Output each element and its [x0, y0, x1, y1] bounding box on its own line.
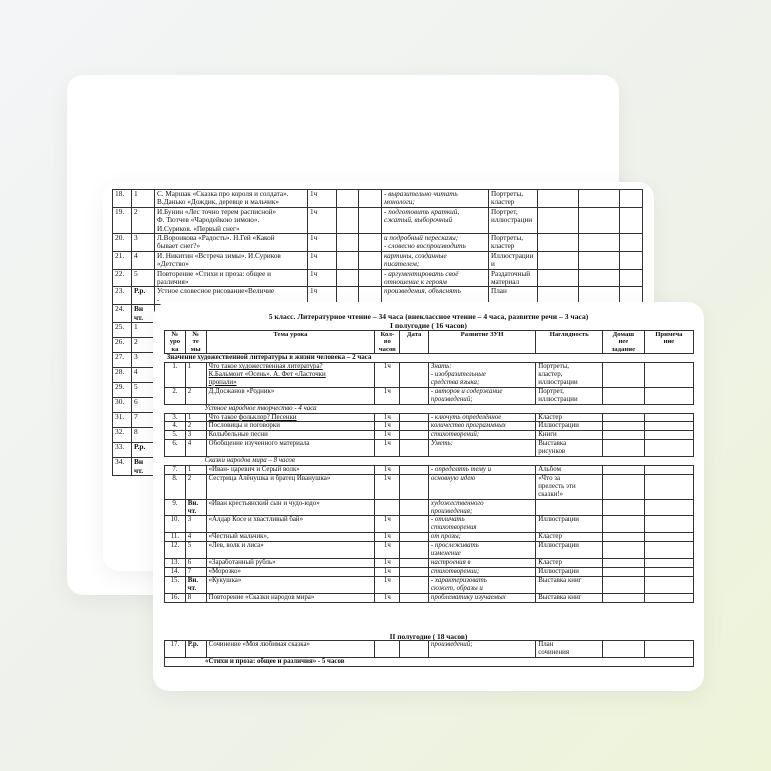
- table-row: [165, 413, 694, 422]
- lesson-date-2: [359, 207, 382, 233]
- lesson-topic: «Морозко»: [206, 567, 375, 576]
- lesson-plan-table-semester-2: [164, 640, 694, 667]
- skills-text: Уметь:: [428, 440, 535, 457]
- notes: [644, 567, 693, 576]
- notes: [579, 207, 620, 233]
- skills-text: - определять тему и: [428, 466, 535, 475]
- table-row: [165, 558, 694, 567]
- lesson-date: [400, 641, 428, 658]
- lesson-number: 13.: [165, 558, 186, 567]
- table-row: [113, 207, 643, 233]
- lesson-hours: 1ч: [375, 413, 400, 422]
- lesson-date: [337, 207, 359, 233]
- notes: [644, 440, 693, 457]
- lesson-plan-table: [164, 330, 694, 603]
- table-row: [165, 641, 694, 658]
- notes: [644, 431, 693, 440]
- lesson-date: [400, 558, 428, 567]
- topic-number: Р.р.: [132, 287, 155, 305]
- topic-number: 7: [185, 567, 206, 576]
- lesson-number: 28.: [113, 368, 132, 383]
- col-header-lesson-topic: Тема урока: [206, 331, 375, 354]
- visual-aids: Выставка книг: [536, 593, 603, 602]
- lesson-date-2: [359, 251, 382, 269]
- skills-text: - подготовить краткий, сжатый, выборочный: [382, 207, 489, 233]
- topic-number: 2: [185, 474, 206, 499]
- lesson-hours: 1ч: [308, 234, 337, 252]
- lesson-topic: «Честный мальчик»,: [206, 533, 375, 542]
- topic-number: 5: [185, 542, 206, 559]
- visual-aids: Портрет, иллюстрации: [489, 207, 538, 233]
- col-header-skills: Развитие ЗУН: [428, 331, 535, 354]
- lesson-date-2: [359, 269, 382, 287]
- lesson-number: 18.: [113, 190, 132, 208]
- notes: [644, 576, 693, 593]
- skills-text: - аргументировать своё отношение к героям: [382, 269, 489, 287]
- lesson-hours: 1ч: [308, 269, 337, 287]
- notes: [579, 190, 620, 208]
- lesson-date: [337, 251, 359, 269]
- homework: [538, 190, 579, 208]
- document-page-front: [153, 302, 704, 691]
- lesson-hours: [375, 641, 400, 658]
- col-header-hours: Кол- во часов: [375, 331, 400, 354]
- skills-text: - ключуть определённое: [428, 413, 535, 422]
- lesson-date: [400, 499, 428, 516]
- homework: [603, 474, 645, 499]
- visual-aids: План сочинения: [536, 641, 603, 658]
- topic-number: 4: [185, 533, 206, 542]
- lesson-number: 30.: [113, 398, 132, 413]
- visual-aids: Кластер: [536, 533, 603, 542]
- lesson-date: [400, 516, 428, 533]
- topic-number: 2: [132, 338, 155, 353]
- lesson-date: [400, 533, 428, 542]
- visual-aids: Выставка рисунков: [536, 440, 603, 457]
- document-title: 5 класс. Литературное чтение – 34 часа (внеклассное чтение – 4 часа, развитие речи – 3 часа): [268, 312, 589, 321]
- lesson-date: [400, 431, 428, 440]
- lesson-hours: 1ч: [375, 466, 400, 475]
- lesson-hours: 1ч: [375, 431, 400, 440]
- lesson-hours: 1ч: [308, 251, 337, 269]
- lesson-number: 14.: [165, 567, 186, 576]
- topic-number: 3: [185, 431, 206, 440]
- skills-text: количество программных: [428, 422, 535, 431]
- skills-text: - характеризовать сюжет, образы и: [428, 576, 535, 593]
- notes: [644, 516, 693, 533]
- table-row: [165, 576, 694, 593]
- col-header-visual-aids: Наглядность: [536, 331, 603, 354]
- lesson-hours: 1ч: [375, 440, 400, 457]
- homework: [538, 207, 579, 233]
- lesson-number: 19.: [113, 207, 132, 233]
- extra: [620, 207, 643, 233]
- lesson-hours: 1ч: [375, 576, 400, 593]
- lesson-number: 10.: [165, 516, 186, 533]
- topic-number: 1: [185, 363, 206, 388]
- extra: [620, 190, 643, 208]
- lesson-date: [400, 440, 428, 457]
- homework: [603, 466, 645, 475]
- table-header-row: [165, 331, 694, 354]
- visual-aids: Иллюстрации и: [489, 251, 538, 269]
- table-row: [113, 269, 643, 287]
- table-row: [165, 542, 694, 559]
- lesson-hours: [375, 499, 400, 516]
- col-header-topic-number: № те мы: [185, 331, 206, 354]
- visual-aids: Выставка книг: [536, 576, 603, 593]
- lesson-date: [400, 466, 428, 475]
- homework: [538, 269, 579, 287]
- table-row: [165, 533, 694, 542]
- visual-aids: Портреты, кластер: [489, 190, 538, 208]
- lesson-hours: 1ч: [308, 190, 337, 208]
- col-header-date: Дата: [400, 331, 428, 354]
- extra: [620, 251, 643, 269]
- notes: [644, 474, 693, 499]
- skills-text: художественного произведения;: [428, 499, 535, 516]
- lesson-number: 15.: [165, 576, 186, 593]
- lesson-number: 25.: [113, 323, 132, 338]
- notes: [644, 363, 693, 388]
- lesson-date-2: [359, 190, 382, 208]
- lesson-date: [400, 474, 428, 499]
- visual-aids: Альбом: [536, 466, 603, 475]
- lesson-number: 9.: [165, 499, 186, 516]
- lesson-hours: 1ч: [375, 474, 400, 499]
- table-row: [165, 516, 694, 533]
- lesson-topic: Сестрица Алёнушка и братец Иванушка»: [206, 474, 375, 499]
- extra: [620, 234, 643, 252]
- lesson-number: 4.: [165, 422, 186, 431]
- lesson-topic: Повторение «Сказки народов мира»: [206, 593, 375, 602]
- homework: [603, 567, 645, 576]
- lesson-topic: И. Никитин «Встреча зимы». И.Суриков «Детство»: [155, 251, 308, 269]
- lesson-date: [400, 593, 428, 602]
- table-row: [165, 474, 694, 499]
- notes: [644, 533, 693, 542]
- homework: [603, 533, 645, 542]
- topic-number: 8: [185, 593, 206, 602]
- lesson-topic: Д.Досжанов «Родник»: [206, 387, 375, 404]
- lesson-hours: 1ч: [375, 542, 400, 559]
- skills-text: - прослеживать изменение: [428, 542, 535, 559]
- lesson-number: 5.: [165, 431, 186, 440]
- topic-number: 2: [185, 422, 206, 431]
- lesson-date: [400, 363, 428, 388]
- homework: [603, 363, 645, 388]
- semester-2-heading: II полугодие ( 18 часов): [389, 632, 468, 641]
- topic-number: 1: [132, 190, 155, 208]
- notes: [644, 422, 693, 431]
- lesson-topic: Колыбельные песни: [206, 431, 375, 440]
- section-row: [165, 457, 694, 466]
- homework: [603, 422, 645, 431]
- notes: [644, 466, 693, 475]
- skills-text: произведения, объяснять: [382, 287, 489, 305]
- lesson-date: [400, 542, 428, 559]
- table-row: [165, 499, 694, 516]
- table-row: [165, 363, 694, 388]
- skills-text: от прозы;: [428, 533, 535, 542]
- table-row: [165, 440, 694, 457]
- skills-text: - авторов и содержание произведений;: [428, 387, 535, 404]
- lesson-hours: 1ч: [375, 422, 400, 431]
- homework: [538, 251, 579, 269]
- topic-number: 2: [185, 387, 206, 404]
- lesson-date-2: [359, 234, 382, 252]
- lesson-number: 27.: [113, 353, 132, 368]
- table-row: [113, 190, 643, 208]
- lesson-number: 17.: [165, 641, 186, 658]
- table-row: [165, 431, 694, 440]
- lesson-hours: 1ч: [375, 558, 400, 567]
- lesson-topic: Сочинение «Моя любимая сказка»: [206, 641, 375, 658]
- topic-number: Вн. чт.: [185, 499, 206, 516]
- notes: [644, 387, 693, 404]
- semester-1-heading: I полугодие ( 16 часов): [390, 321, 467, 330]
- table-row: [165, 593, 694, 602]
- lesson-number: 32.: [113, 428, 132, 443]
- lesson-number: 7.: [165, 466, 186, 475]
- lesson-date: [400, 413, 428, 422]
- lesson-hours: 1ч: [375, 387, 400, 404]
- visual-aids: Иллюстрации: [536, 567, 603, 576]
- visual-aids: Иллюстрации: [536, 422, 603, 431]
- topic-number: 6: [185, 558, 206, 567]
- lesson-hours: 1ч: [375, 533, 400, 542]
- lesson-number: 12.: [165, 542, 186, 559]
- notes: [579, 269, 620, 287]
- skills-text: - отличать стихотворения: [428, 516, 535, 533]
- lesson-number: 3.: [165, 413, 186, 422]
- notes: [644, 499, 693, 516]
- section-row: [165, 657, 694, 666]
- lesson-number: 21.: [113, 251, 132, 269]
- section-heading: Устное народное творчество - 4 часа: [204, 404, 317, 412]
- skills-text: картины, созданные писателем;: [382, 251, 489, 269]
- topic-number: 3: [132, 353, 155, 368]
- col-header-notes: Примеча ние: [644, 331, 693, 354]
- topic-number: 1: [185, 466, 206, 475]
- visual-aids: Кластер: [536, 413, 603, 422]
- notes: [579, 251, 620, 269]
- lesson-hours: 1ч: [375, 593, 400, 602]
- lesson-number: 2.: [165, 387, 186, 404]
- lesson-topic: «Иван крестьянский сын и чудо-юдо»: [206, 499, 375, 516]
- skills-text: стихотворений;: [428, 431, 535, 440]
- lesson-number: 6.: [165, 440, 186, 457]
- homework: [603, 542, 645, 559]
- homework: [603, 413, 645, 422]
- lesson-date: [337, 269, 359, 287]
- extra: [620, 269, 643, 287]
- lesson-topic: Что такое художественная литература? К.Бальмонт «Осень». А. Фет «Ласточки пропали»: [206, 363, 375, 388]
- homework: [603, 593, 645, 602]
- lesson-topic: Что такое фольклор? Песенки: [206, 413, 375, 422]
- visual-aids: Портреты, кластер, иллюстрации: [536, 363, 603, 388]
- topic-number: 3: [185, 516, 206, 533]
- topic-number: Вн. чт.: [185, 576, 206, 593]
- topic-number: 1: [132, 323, 155, 338]
- skills-text: проблематику изучаемых: [428, 593, 535, 602]
- topic-number: 8: [132, 428, 155, 443]
- lesson-topic: «Кукушка»: [206, 576, 375, 593]
- notes: [644, 558, 693, 567]
- visual-aids: Кластер: [536, 558, 603, 567]
- lesson-hours: 1ч: [375, 567, 400, 576]
- lesson-topic: Повторение «Стихи и проза: общее и различия»: [155, 269, 308, 287]
- visual-aids: Раздаточный материал: [489, 269, 538, 287]
- topic-number: 6: [132, 398, 155, 413]
- homework: [603, 499, 645, 516]
- topic-number: Вн чт.: [132, 305, 155, 323]
- homework: [603, 440, 645, 457]
- lesson-number: 16.: [165, 593, 186, 602]
- topic-number: 7: [132, 413, 155, 428]
- topic-number: 4: [132, 368, 155, 383]
- lesson-topic: «Заработанный рубль»: [206, 558, 375, 567]
- topic-number: 4: [185, 440, 206, 457]
- notes: [644, 593, 693, 602]
- lesson-topic: Л.Воронкова «Радость». Н.Гей «Какой бывает снег?»: [155, 234, 308, 252]
- homework: [603, 576, 645, 593]
- notes: [644, 641, 693, 658]
- lesson-number: 31.: [113, 413, 132, 428]
- lesson-topic: Устное словесное рисование«Величие -: [155, 287, 308, 305]
- lesson-topic: «Лев, волк и лиса»: [206, 542, 375, 559]
- lesson-topic: С. Маршак «Сказка про короля и солдата». В.Данько «Дождик, деревце и мальчик»: [155, 190, 308, 208]
- homework: [603, 641, 645, 658]
- skills-text: Знать: - изобразительные средства языка;: [428, 363, 535, 388]
- skills-text: произведений;: [428, 641, 535, 658]
- notes: [579, 234, 620, 252]
- visual-aids: Портреты, кластер: [489, 234, 538, 252]
- lesson-hours: 1ч: [308, 207, 337, 233]
- table-row: [165, 387, 694, 404]
- visual-aids: [536, 499, 603, 516]
- skills-text: настроения в: [428, 558, 535, 567]
- notes: [644, 542, 693, 559]
- lesson-date: [400, 567, 428, 576]
- table-row: [165, 466, 694, 475]
- skills-text: основную идею: [428, 474, 535, 499]
- lesson-number: 22.: [113, 269, 132, 287]
- col-header-lesson-number: № уро ка: [165, 331, 186, 354]
- lesson-hours: 1ч: [308, 287, 337, 305]
- topic-number: Р.р.: [185, 641, 206, 658]
- topic-number: 2: [132, 207, 155, 233]
- lesson-number: 34.: [113, 458, 132, 476]
- visual-aids: Иллюстрации: [536, 516, 603, 533]
- topic-number: 3: [132, 234, 155, 252]
- visual-aids: Иллюстрации: [536, 542, 603, 559]
- topic-number: 4: [132, 251, 155, 269]
- homework: [603, 431, 645, 440]
- lesson-hours: 1ч: [375, 363, 400, 388]
- notes: [644, 413, 693, 422]
- lesson-topic: «Иван- царевич и Серый волк»: [206, 466, 375, 475]
- lesson-number: 26.: [113, 338, 132, 353]
- lesson-topic: И.Бунин «Лес точно терем расписной» Ф. Тютчев «Чародейкою зимою». И.Суриков. «Первый снег»: [155, 207, 308, 233]
- topic-number: 5: [132, 269, 155, 287]
- topic-number: 1: [185, 413, 206, 422]
- lesson-number: 23.: [113, 287, 132, 305]
- homework: [603, 558, 645, 567]
- homework: [603, 387, 645, 404]
- lesson-number: 11.: [165, 533, 186, 542]
- lesson-hours: 1ч: [375, 516, 400, 533]
- table-row: [165, 422, 694, 431]
- lesson-number: 29.: [113, 383, 132, 398]
- lesson-number: 33.: [113, 443, 132, 458]
- section-row: [165, 354, 694, 363]
- lesson-date: [337, 234, 359, 252]
- lesson-topic: «Алдар Косе и хвастливый бай»: [206, 516, 375, 533]
- visual-aids: «Что за прелесть эти сказки!»: [536, 474, 603, 499]
- lesson-number: 20.: [113, 234, 132, 252]
- skills-text: и подробный пересказы; - словесно воспроизводить: [382, 234, 489, 252]
- homework: [538, 234, 579, 252]
- visual-aids: План: [489, 287, 538, 305]
- section-heading: «Стихи и проза: общее и различия» - 5 часов: [165, 657, 694, 666]
- section-row: [165, 404, 694, 413]
- lesson-date: [400, 422, 428, 431]
- lesson-number: 1.: [165, 363, 186, 388]
- visual-aids: Портрет, иллюстрации: [536, 387, 603, 404]
- lesson-date: [400, 387, 428, 404]
- lesson-date: [400, 576, 428, 593]
- section-heading: Значение художественной литературы в жизни человека – 2 часа: [166, 353, 372, 362]
- lesson-number: 8.: [165, 474, 186, 499]
- skills-text: - выразительно читать монологи;: [382, 190, 489, 208]
- visual-aids: Книги: [536, 431, 603, 440]
- section-heading: Сказки народов мира – 8 часов: [204, 457, 295, 465]
- lesson-number: 24.: [113, 305, 132, 323]
- lesson-topic: Пословицы и поговорки: [206, 422, 375, 431]
- table-row: [113, 234, 643, 252]
- lesson-date: [337, 190, 359, 208]
- topic-number: Вн чт.: [132, 458, 155, 476]
- topic-number: Р.р.: [132, 443, 155, 458]
- table-row: [113, 251, 643, 269]
- homework: [603, 516, 645, 533]
- lesson-topic: Обобщение изученного материала: [206, 440, 375, 457]
- col-header-homework: Домаш нее задание: [603, 331, 645, 354]
- topic-number: 5: [132, 383, 155, 398]
- table-row: [165, 567, 694, 576]
- skills-text: стихотворении;: [428, 567, 535, 576]
